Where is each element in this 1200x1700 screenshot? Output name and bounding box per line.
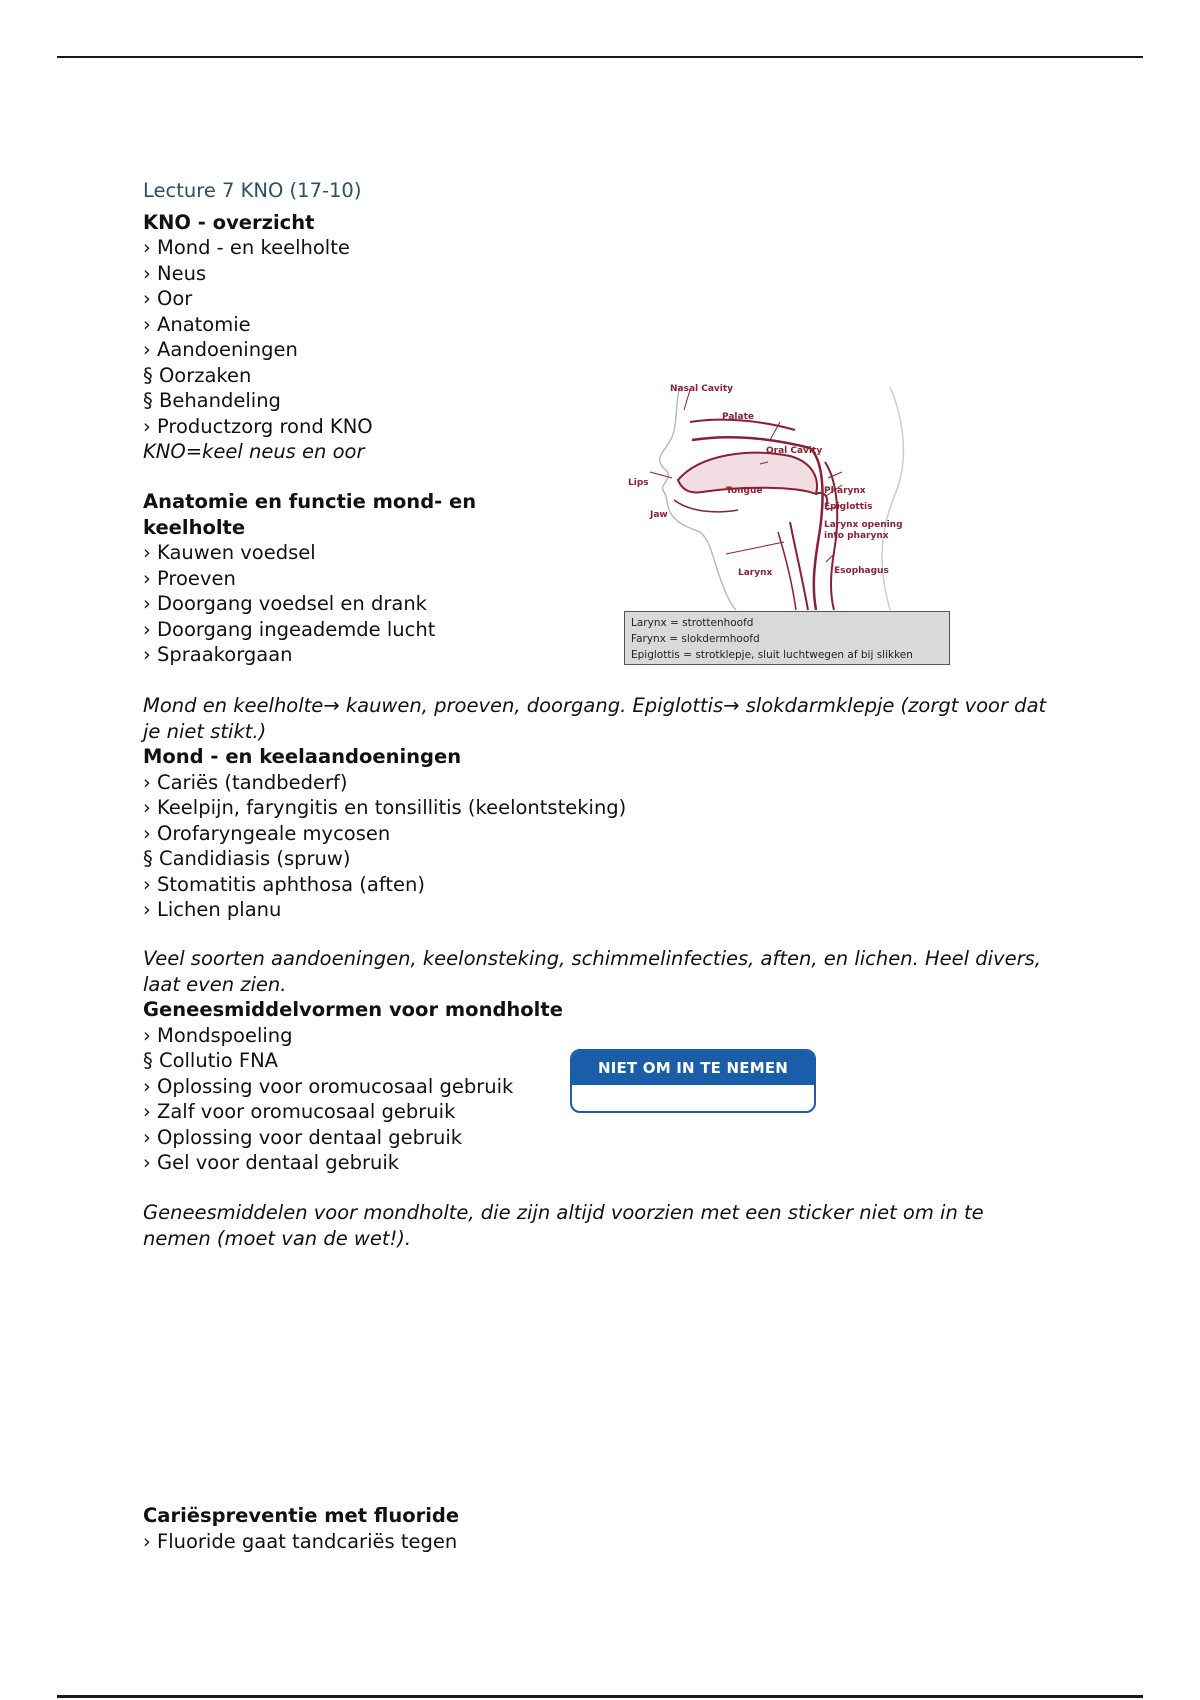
- dosage-forms-note: Geneesmiddelen voor mondholte, die zijn altijd voorzien met een sticker niet om in te nemen (moet van de wet!).: [143, 1201, 984, 1250]
- label-larynx-opening-1: Larynx opening: [824, 520, 903, 530]
- list-item: › Oplossing voor oromucosaal gebruik: [143, 1074, 514, 1098]
- list-item: › Doorgang ingeademde lucht: [143, 617, 436, 641]
- not-for-oral-use-sticker: [570, 1049, 816, 1113]
- disorders-heading: Mond - en keelaandoeningen: [143, 745, 462, 768]
- list-item: § Candidiasis (spruw): [143, 847, 351, 870]
- list-item: › Keelpijn, faryngitis en tonsillitis (keelontsteking): [143, 796, 627, 819]
- list-item: › Proeven: [143, 566, 236, 590]
- legend-line: Larynx = strottenhoofd: [631, 617, 754, 629]
- label-pharynx: Pharynx: [824, 486, 866, 496]
- sticker-label: NIET OM IN TE NEMEN: [572, 1051, 814, 1085]
- list-item: › Aandoeningen: [143, 338, 298, 361]
- list-item: › Fluoride gaat tandcariës tegen: [143, 1529, 458, 1553]
- lecture-title: Lecture 7 KNO (17-10): [143, 179, 362, 202]
- legend-line: Farynx = slokdermhoofd: [631, 633, 760, 645]
- list-item: › Zalf voor oromucosaal gebruik: [143, 1100, 456, 1123]
- anatomy-note-block: [143, 693, 1053, 923]
- label-palate: Palate: [722, 412, 754, 422]
- list-item: § Collutio FNA: [143, 1049, 279, 1072]
- list-item: › Mondspoeling: [143, 1023, 293, 1047]
- overview-note: KNO=keel neus en oor: [143, 440, 365, 463]
- list-item: › Oor: [143, 287, 193, 310]
- label-jaw: Jaw: [650, 510, 668, 520]
- list-item: › Oplossing voor dentaal gebruik: [143, 1125, 463, 1149]
- label-epiglottis: Epiglottis: [824, 502, 873, 512]
- disorders-note: Veel soorten aandoeningen, keelonsteking, schimmelinfecties, aften, en lichen. Heel divers, laat even zien.: [143, 947, 1041, 996]
- legend-line: Epiglottis = strotklepje, sluit luchtwegen af bij slikken: [631, 649, 913, 661]
- label-tongue: Tongue: [726, 486, 763, 496]
- list-item: › Doorgang voedsel en drank: [143, 592, 427, 615]
- list-item: › Orofaryngeale mycosen: [143, 821, 391, 845]
- list-item: › Productzorg rond KNO: [143, 414, 373, 438]
- list-item: › Neus: [143, 261, 207, 285]
- fluoride-heading: Cariëspreventie met fluoride: [143, 1504, 460, 1527]
- head-sagittal-illustration: [620, 382, 960, 612]
- list-item: § Oorzaken: [143, 363, 252, 387]
- anatomy-heading-line1: Anatomie en functie mond- en: [143, 490, 477, 513]
- fluoride-section: [143, 1503, 459, 1554]
- list-item: › Anatomie: [143, 312, 251, 336]
- label-larynx: Larynx: [738, 568, 773, 578]
- anatomy-figure: [620, 382, 960, 672]
- list-item: § Behandeling: [143, 389, 281, 412]
- list-item: › Gel voor dentaal gebruik: [143, 1151, 400, 1174]
- anatomy-heading-line2: keelholte: [143, 515, 246, 539]
- label-larynx-opening-2: into pharynx: [824, 531, 889, 541]
- list-item: › Mond - en keelholte: [143, 236, 350, 259]
- overview-heading: KNO - overzicht: [143, 210, 315, 234]
- bottom-rule: [57, 1695, 1143, 1698]
- label-oral-cavity: Oral Cavity: [766, 446, 823, 456]
- dosage-forms-heading: Geneesmiddelvormen voor mondholte: [143, 998, 563, 1021]
- list-item: › Kauwen voedsel: [143, 541, 316, 564]
- anatomy-legend: [624, 611, 950, 665]
- list-item: › Lichen planu: [143, 898, 282, 921]
- anatomy-note: Mond en keelholte→ kauwen, proeven, doorgang. Epiglottis→ slokdarmklepje (zorgt voor dat je niet stikt.): [143, 694, 1047, 743]
- label-esophagus: Esophagus: [834, 566, 889, 576]
- list-item: › Stomatitis aphthosa (aften): [143, 872, 425, 896]
- label-lips: Lips: [628, 478, 649, 488]
- dosage-note-block: [143, 1200, 1053, 1251]
- top-rule: [57, 56, 1143, 58]
- list-item: › Cariës (tandbederf): [143, 770, 348, 794]
- overview-section: [143, 178, 373, 465]
- list-item: › Spraakorgaan: [143, 643, 293, 666]
- label-nasal-cavity: Nasal Cavity: [670, 384, 734, 394]
- anatomy-section: [143, 489, 476, 668]
